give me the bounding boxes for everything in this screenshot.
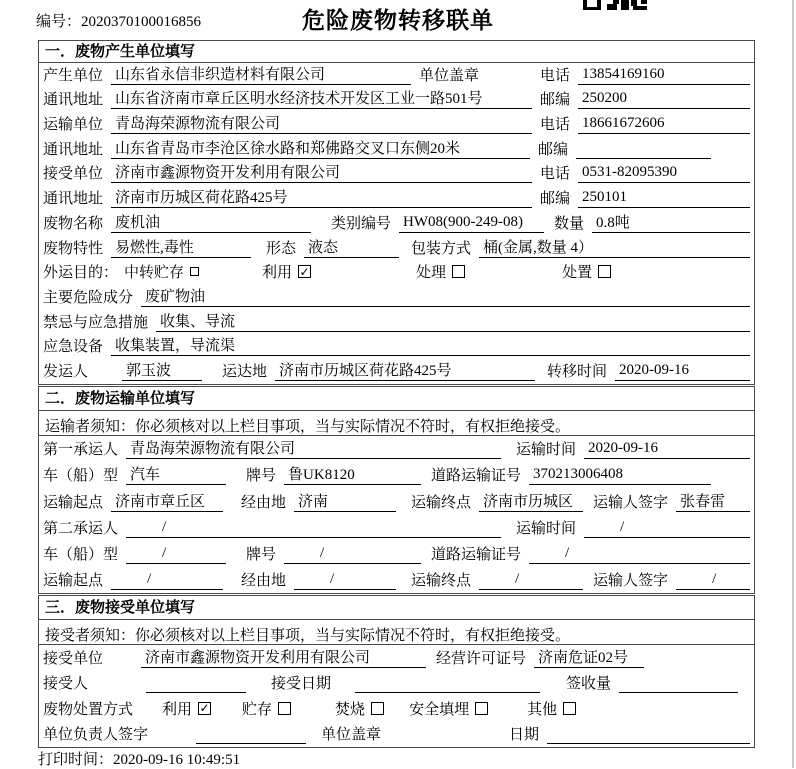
destination-value: 济南市历城区荷花路425号 — [275, 359, 535, 381]
row-producer-address — [39, 88, 754, 113]
transporter-value: 青岛海荣源物流有限公司 — [111, 112, 532, 134]
receiver-address-value: 济南市历城区荷花路425号 — [111, 186, 532, 208]
category-value: HW08(900-249-08) — [399, 214, 544, 233]
checkbox-checked-icon: ✓ — [299, 264, 310, 279]
end1-value: 济南市历城区 — [479, 490, 583, 512]
operate-license-value: 济南危证02号 — [534, 646, 644, 668]
row-waste-character — [39, 236, 754, 261]
transport-time2-value: / — [584, 519, 750, 538]
disposal-option-storage — [242, 698, 291, 719]
row-waste-name — [39, 211, 754, 236]
acceptor-label: 接受人 — [43, 676, 89, 693]
vehicle2-value: / — [126, 545, 226, 564]
origin2-value: / — [111, 571, 223, 590]
address-label: 通讯地址 — [43, 141, 104, 158]
sender-label: 发运人 — [43, 363, 89, 380]
section-producer-title: 一．废物产生单位填写 — [39, 41, 754, 63]
transfer-time-label: 转移时间 — [547, 363, 608, 380]
row-transporter — [39, 112, 754, 137]
origin1-value: 济南市章丘区 — [111, 490, 223, 512]
taboo-value: 收集、导流 — [156, 310, 750, 332]
checkbox-icon — [598, 265, 611, 278]
sender-value: 郭玉波 — [122, 359, 202, 381]
row-route2 — [39, 567, 754, 593]
checkbox-icon — [278, 702, 291, 715]
carrier-sign2-value: / — [676, 571, 750, 590]
zip-label: 邮编 — [539, 92, 570, 109]
purpose-label: 外运目的： — [43, 265, 119, 282]
disposal-option-landfill — [409, 698, 488, 719]
option-label: 处置 — [562, 265, 593, 282]
vehicle1-value: 汽车 — [126, 463, 226, 485]
zip-label: 邮编 — [539, 191, 570, 208]
end-label: 运输终点 — [411, 494, 472, 511]
accept-unit-value: 济南市鑫源物资开发利用有限公司 — [141, 646, 426, 668]
carrier-sign-label: 运输人签字 — [593, 494, 669, 511]
phone-label: 电话 — [539, 166, 570, 183]
row-receiver — [39, 162, 754, 187]
taboo-label: 禁忌与应急措施 — [43, 314, 149, 331]
section-producer — [38, 40, 755, 385]
producer-address-value: 山东省济南市章丘区明水经济技术开发区工业一路501号 — [111, 87, 532, 109]
waste-name-value: 废机油 — [111, 211, 311, 233]
row-emergency-equipment — [39, 335, 754, 360]
option-label: 焚烧 — [335, 701, 366, 718]
option-label: 安全填埋 — [409, 701, 470, 718]
road-license2-value: / — [529, 545, 750, 564]
carrier-sign1-value: 张春雷 — [676, 490, 750, 512]
accept-unit-label: 接受单位 — [43, 650, 104, 667]
packing-label: 包装方式 — [411, 240, 472, 257]
row-manager-sign — [39, 722, 754, 748]
carrier-sign-label: 运输人签字 — [593, 573, 669, 590]
road-license-label: 道路运输证号 — [431, 546, 522, 563]
vehicle-label: 车（船）型 — [43, 546, 119, 563]
manager-sign-value — [196, 725, 306, 744]
row-vehicle2 — [39, 541, 754, 567]
transporter-zip-value — [576, 140, 711, 159]
option-label: 贮存 — [242, 701, 273, 718]
origin-label: 运输起点 — [43, 573, 104, 590]
section-receiver — [38, 595, 755, 748]
quantity-value: 0.8吨 — [592, 211, 750, 233]
row-accept-unit — [39, 645, 754, 671]
purpose-option-utilize — [262, 261, 311, 282]
accept-date-value — [355, 674, 540, 693]
plate-label: 牌号 — [246, 546, 277, 563]
carrier1-value: 青岛海荣源物流有限公司 — [126, 437, 501, 459]
waste-name-label: 废物名称 — [43, 215, 104, 232]
via-label: 经由地 — [241, 494, 287, 511]
producer-value: 山东省永信非织造材料有限公司 — [111, 63, 411, 85]
form-value: 液态 — [304, 236, 399, 258]
checkbox-checked-icon: ✓ — [199, 701, 210, 716]
transfer-time-value: 2020-09-16 — [615, 362, 750, 381]
row-sender — [39, 359, 754, 384]
disposal-option-other — [527, 698, 576, 719]
option-label: 处理 — [416, 265, 447, 282]
equipment-value: 收集装置，导流渠 — [111, 334, 750, 356]
receiver-phone-value: 0531-82095390 — [578, 164, 750, 183]
transporter-address-value: 山东省青岛市李沧区徐水路和郑佛路交叉口东侧20米 — [111, 137, 530, 159]
origin-label: 运输起点 — [43, 494, 104, 511]
end-label: 运输终点 — [411, 573, 472, 590]
packing-value: 桶(金属,数量 4） — [479, 236, 750, 258]
received-qty-value — [619, 674, 738, 693]
disposal-option-incinerate — [335, 698, 384, 719]
road-license-label: 道路运输证号 — [431, 468, 522, 485]
row-vehicle1 — [39, 462, 754, 488]
unit-seal-label: 单位盖章 — [321, 727, 382, 744]
section-receiver-title: 三．废物接受单位填写 — [39, 596, 754, 620]
date-value — [547, 725, 750, 744]
manager-sign-label: 单位负责人签字 — [43, 727, 149, 744]
producer-phone-value: 13854169160 — [578, 66, 750, 85]
purpose-option-treat — [416, 261, 465, 282]
row-receiver-address — [39, 186, 754, 211]
checkbox-icon — [452, 265, 465, 278]
option-label: 利用 — [162, 701, 193, 718]
character-value: 易燃性,毒性 — [111, 236, 251, 258]
phone-label: 电话 — [539, 67, 570, 84]
option-label: 利用 — [262, 265, 293, 282]
address-label: 通讯地址 — [43, 191, 104, 208]
transporter-notice: 运输者须知：你必须核对以上栏目事项，当与实际情况不符时，有权拒绝接受。 — [39, 411, 754, 436]
transporter-phone-value: 18661672606 — [578, 115, 750, 134]
character-label: 废物特性 — [43, 240, 104, 257]
row-carrier2 — [39, 515, 754, 541]
manifest-form — [38, 40, 755, 748]
print-time — [38, 748, 240, 769]
transport-time-label: 运输时间 — [516, 442, 577, 459]
section-transporter — [38, 386, 755, 594]
unit-seal-label: 单位盖章 — [419, 67, 480, 84]
checkbox-icon — [563, 702, 576, 715]
receiver-value: 济南市鑫源物资开发利用有限公司 — [111, 161, 532, 183]
received-qty-label: 签收量 — [566, 676, 612, 693]
carrier2-value: / — [126, 519, 501, 538]
equipment-label: 应急设备 — [43, 339, 104, 356]
print-time-value: 2020-09-16 10:49:51 — [113, 752, 241, 768]
print-time-label: 打印时间： — [38, 752, 114, 768]
producer-label: 产生单位 — [43, 67, 104, 84]
option-label: 中转贮存 — [124, 265, 185, 282]
category-label: 类别编号 — [331, 215, 392, 232]
checkbox-icon — [190, 267, 199, 276]
destination-label: 运达地 — [222, 363, 268, 380]
transporter-label: 运输单位 — [43, 117, 104, 134]
scan-page-edge — [792, 0, 794, 768]
transport-time-label: 运输时间 — [516, 520, 577, 537]
acceptor-value — [146, 674, 246, 693]
section-transporter-title: 二．废物运输单位填写 — [39, 387, 754, 411]
vehicle-label: 车（船）型 — [43, 468, 119, 485]
zip-label: 邮编 — [537, 141, 568, 158]
plate-label: 牌号 — [246, 468, 277, 485]
row-carrier1 — [39, 436, 754, 462]
checkbox-icon — [371, 702, 384, 715]
carrier2-label: 第二承运人 — [43, 520, 119, 537]
receiver-zip-value: 250101 — [578, 189, 750, 208]
row-route1 — [39, 488, 754, 514]
via2-value: / — [294, 571, 396, 590]
row-producer — [39, 63, 754, 88]
row-transporter-address — [39, 137, 754, 162]
address-label: 通讯地址 — [43, 92, 104, 109]
form-label: 形态 — [266, 240, 297, 257]
row-disposal-method — [39, 696, 754, 722]
via-label: 经由地 — [241, 573, 287, 590]
checkbox-icon — [475, 702, 488, 715]
qr-code-icon — [583, 0, 651, 10]
end2-value: / — [479, 571, 583, 590]
phone-label: 电话 — [539, 117, 570, 134]
purpose-option-dispose — [562, 261, 611, 282]
hazard-value: 废矿物油 — [141, 285, 750, 307]
date-label: 日期 — [509, 727, 540, 744]
row-purpose — [39, 261, 754, 286]
row-acceptor — [39, 671, 754, 697]
receiver-label: 接受单位 — [43, 166, 104, 183]
accept-date-label: 接受日期 — [271, 676, 332, 693]
quantity-label: 数量 — [554, 215, 585, 232]
carrier1-label: 第一承运人 — [43, 442, 119, 459]
road-license1-value: 370213006408 — [529, 466, 711, 485]
row-taboo-measures — [39, 310, 754, 335]
disposal-option-utilize — [162, 698, 211, 719]
serial-label: 编号： — [36, 14, 82, 30]
via1-value: 济南 — [294, 490, 396, 512]
disposal-label: 废物处置方式 — [43, 701, 134, 718]
row-hazard-component — [39, 285, 754, 310]
serial-value: 2020370100016856 — [81, 14, 202, 30]
page-title: 危险废物转移联单 — [302, 8, 494, 33]
hazard-label: 主要危险成分 — [43, 289, 134, 306]
receiver-notice: 接受者须知：你必须核对以上栏目事项，当与实际情况不符时，有权拒绝接受。 — [39, 620, 754, 645]
purpose-option-transfer-storage — [124, 261, 199, 282]
plate1-value: 鲁UK8120 — [284, 463, 421, 485]
operate-license-label: 经营许可证号 — [436, 650, 527, 667]
transport-time1-value: 2020-09-16 — [584, 440, 750, 459]
producer-zip-value: 250200 — [578, 90, 750, 109]
plate2-value: / — [284, 545, 421, 564]
option-label: 其他 — [527, 701, 558, 718]
